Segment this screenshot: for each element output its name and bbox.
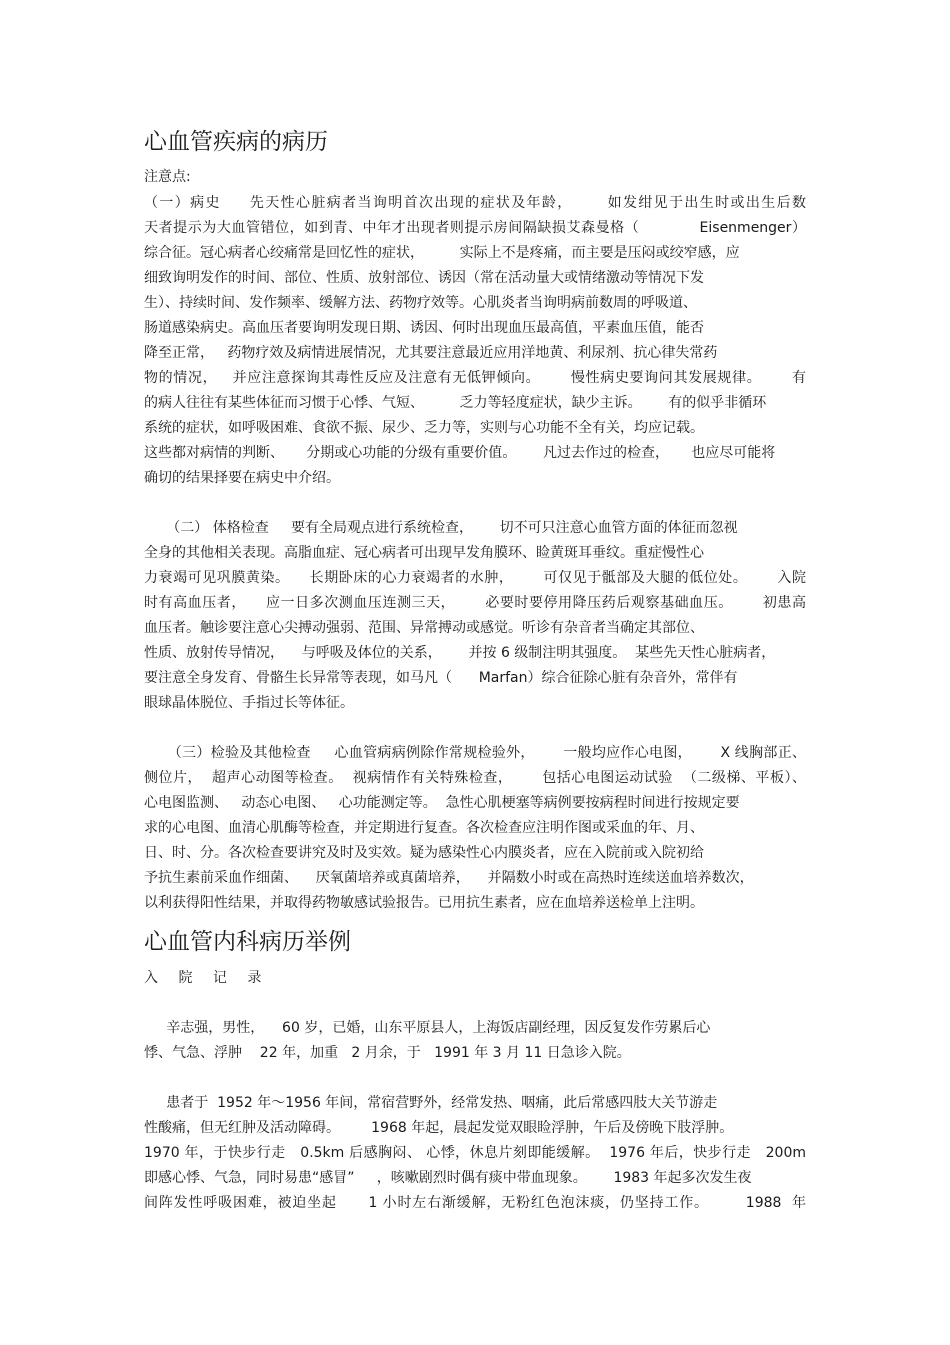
- paragraph-line: 时有高血压者， 应一日多次测血压连测三天， 必要时要停用降压药后观察基础血压。 初患高: [144, 595, 806, 611]
- section-title: 心血管内科病历举例: [144, 929, 351, 955]
- paragraph-line: （二） 体格检查 要有全局观点进行系统检查， 切不可只注意心血管方面的体征而忽视: [144, 520, 738, 536]
- paragraph-line: 综合征。冠心病者心绞痛常是回忆性的症状， 实际上不是疼痛，而主要是压闷或绞窄感，应: [144, 245, 740, 261]
- paragraph-line: 辛志强，男性， 60 岁，已婚，山东平原县人，上海饭店副经理，因反复发作劳累后心: [144, 1020, 711, 1036]
- paragraph-line: 确切的结果择要在病史中介绍。: [144, 470, 340, 486]
- paragraph-line: 力衰竭可见巩膜黄染。 长期卧床的心力衰竭者的水肿， 可仅见于骶部及大腿的低位处。 入院: [144, 570, 806, 586]
- paragraph-line: 以利获得阳性结果，并取得药物敏感试验报告。已用抗生素者，应在血培养送检单上注明。: [144, 895, 704, 911]
- paragraph-line: 物的情况， 并应注意探询其毒性反应及注意有无低钾倾向。 慢性病史要询问其发展规律。 有: [144, 370, 806, 386]
- paragraph-line: 系统的症状，如呼吸困难、食欲不振、尿少、乏力等，实则与心功能不全有关，均应记载。: [144, 420, 704, 436]
- paragraph-line: 间阵发性呼吸困难，被迫坐起 1 小时左右渐缓解，无粉红色泡沫痰，仍坚持工作。 1988 年: [144, 1195, 806, 1211]
- paragraph-line: 性酸痛，但无红肿及活动障碍。 1968 年起，晨起发觉双眼睑浮肿，午后及傍晚下肢浮肿。: [144, 1120, 734, 1136]
- paragraph-line: 血压者。触诊要注意心尖搏动强弱、范围、异常搏动或感觉。听诊有杂音者当确定其部位、: [144, 620, 704, 636]
- paragraph-line: 细致询明发作的时间、部位、性质、放射部位、诱因（常在活动量大或情绪激动等情况下发: [144, 270, 704, 286]
- paragraph-line: 这些都对病情的判断、 分期或心功能的分级有重要价值。 凡过去作过的检查， 也应尽可能将: [144, 445, 776, 461]
- paragraph-line: （一）病史 先天性心脏病者当询明首次出现的症状及年龄， 如发绀见于出生时或出生后数: [144, 195, 806, 211]
- paragraph-line: 心电图监测、 动态心电图、 心功能测定等。 急性心肌梗塞等病例要按病程时间进行按规定要: [144, 795, 740, 811]
- paragraph-line: 予抗生素前采血作细菌、 厌氧菌培养或真菌培养， 并隔数小时或在高热时连续送血培养数次，: [144, 870, 754, 886]
- paragraph-line: 降至正常， 药物疗效及病情进展情况，尤其要注意最近应用洋地黄、利尿剂、抗心律失常药: [144, 345, 718, 361]
- paragraph-line: 即感心悸、气急，同时易患“感冒” ，咳嗽剧烈时偶有痰中带血现象。 1983 年起多次发生夜: [144, 1170, 752, 1186]
- paragraph-line: 的病人往往有某些体征而习惯于心悸、气短、 乏力等轻度症状，缺少主诉。 有的似乎非循环: [144, 395, 767, 411]
- admission-record-label: 入 院 记 录: [144, 970, 270, 986]
- paragraph-line: 侧位片， 超声心动图等检查。 视病情作有关特殊检查， 包括心电图运动试验 （二级梯、平板）、: [144, 770, 806, 786]
- paragraph-line: 要注意全身发育、骨骼生长异常等表现，如马凡（ Marfan）综合征除心脏有杂音外，常伴有: [144, 670, 738, 686]
- paragraph-line: 性质、放射传导情况， 与呼吸及体位的关系， 并按 6 级制注明其强度。 某些先天性心脏病者，: [144, 645, 776, 661]
- paragraph-line: 生）、持续时间、发作频率、缓解方法、药物疗效等。心肌炎者当询明病前数周的呼吸道、: [144, 295, 697, 311]
- paragraph-line: 求的心电图、血清心肌酶等检查，并定期进行复查。各次检查应注明作图或采血的年、月、: [144, 820, 704, 836]
- paragraph-line: 眼球晶体脱位、手指过长等体征。: [144, 695, 354, 711]
- paragraph-line: 悸、气急、浮肿 22 年，加重 2 月余，于 1991 年 3 月 11 日急诊入院。: [144, 1045, 631, 1061]
- paragraph-line: 天者提示为大血管错位，如到青、中年才出现者则提示房间隔缺损艾森曼格（ Eisenmenger）: [144, 220, 806, 236]
- paragraph-line: 1970 年，于快步行走 0.5km 后感胸闷、 心悸，休息片刻即能缓解。 1976 年后，快步行走 200m: [144, 1145, 806, 1161]
- notice-label: 注意点:: [144, 169, 191, 185]
- paragraph-line: 肠道感染病史。高血压者要询明发现日期、诱因、何时出现血压最高值，平素血压值，能否: [144, 320, 704, 336]
- page-title: 心血管疾病的病历: [144, 129, 328, 155]
- paragraph-line: 全身的其他相关表现。高脂血症、冠心病者可出现早发角膜环、睑黄斑耳垂纹。重症慢性心: [144, 545, 704, 561]
- paragraph-line: 日、时、分。各次检查要讲究及时及实效。疑为感染性心内膜炎者，应在入院前或入院初给: [144, 845, 704, 861]
- paragraph-line: （三）检验及其他检查 心血管病病例除作常规检验外， 一般均应作心电图， X 线胸部正、: [144, 745, 806, 761]
- paragraph-line: 患者于 1952 年～1956 年间，常宿营野外，经常发热、咽痛，此后常感四肢大关节游走: [144, 1095, 718, 1111]
